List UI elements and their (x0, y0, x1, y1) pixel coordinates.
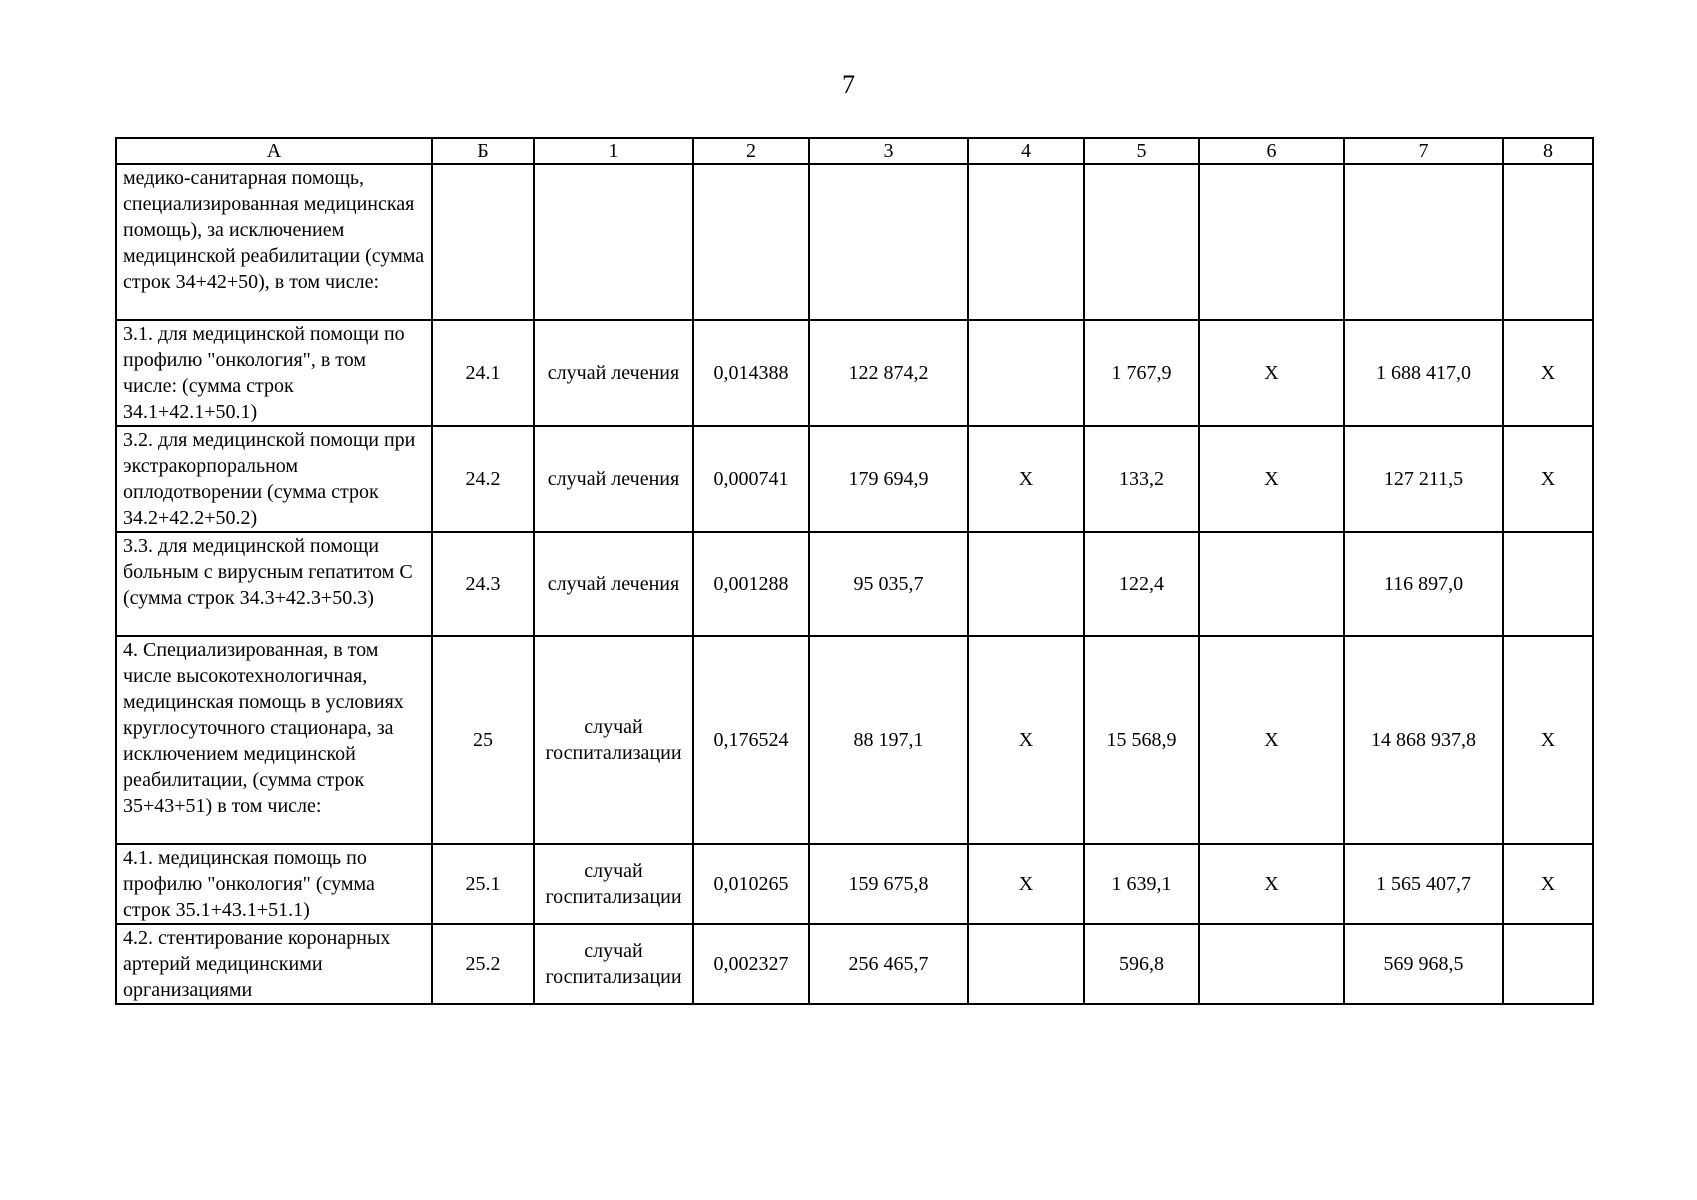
row-col6-cell: Х (1199, 844, 1344, 924)
row-col2-cell: 0,176524 (693, 636, 809, 844)
row-code-cell: 24.2 (432, 426, 534, 532)
row-code-cell: 24.1 (432, 320, 534, 426)
table-row (116, 924, 1593, 1004)
row-col2-cell: 0,010265 (693, 844, 809, 924)
column-header-8: 8 (1503, 138, 1593, 164)
row-col8-cell (1503, 532, 1593, 636)
row-unit-cell: случай госпитализации (534, 924, 693, 1004)
column-header-2: 2 (693, 138, 809, 164)
row-name-cell: 3.2. для медицинской помощи при экстракорпоральном оплодотворении (сумма строк 34.2+42.2+50.2) (116, 426, 432, 532)
column-header-4: 4 (968, 138, 1084, 164)
row-code-cell: 24.3 (432, 532, 534, 636)
row-col4-cell: Х (968, 844, 1084, 924)
row-code-cell (432, 164, 534, 320)
column-header-b: Б (432, 138, 534, 164)
row-col6-cell (1199, 924, 1344, 1004)
row-col2-cell: 0,002327 (693, 924, 809, 1004)
table-row (116, 532, 1593, 636)
row-code-cell: 25.2 (432, 924, 534, 1004)
row-col3-cell (809, 164, 968, 320)
row-col7-cell: 569 968,5 (1344, 924, 1503, 1004)
row-col2-cell: 0,014388 (693, 320, 809, 426)
row-name-cell: 3.3. для медицинской помощи больным с вирусным гепатитом С (сумма строк 34.3+42.3+50.3) (116, 532, 432, 636)
row-col8-cell: Х (1503, 844, 1593, 924)
row-col5-cell: 133,2 (1084, 426, 1199, 532)
row-col8-cell: Х (1503, 636, 1593, 844)
row-name-cell: 3.1. для медицинской помощи по профилю "онкология", в том числе: (сумма строк 34.1+42.1+50.1) (116, 320, 432, 426)
row-col5-cell: 122,4 (1084, 532, 1199, 636)
table-row (116, 426, 1593, 532)
table-row (116, 320, 1593, 426)
row-col5-cell: 15 568,9 (1084, 636, 1199, 844)
column-header-7: 7 (1344, 138, 1503, 164)
row-code-cell: 25.1 (432, 844, 534, 924)
row-col6-cell: Х (1199, 426, 1344, 532)
row-col7-cell: 1 565 407,7 (1344, 844, 1503, 924)
row-col7-cell: 14 868 937,8 (1344, 636, 1503, 844)
column-header-3: 3 (809, 138, 968, 164)
column-header-5: 5 (1084, 138, 1199, 164)
page-number: 7 (842, 70, 855, 99)
header-row (116, 138, 1593, 164)
row-col6-cell (1199, 164, 1344, 320)
row-col3-cell: 122 874,2 (809, 320, 968, 426)
row-col5-cell: 596,8 (1084, 924, 1199, 1004)
row-col5-cell: 1 639,1 (1084, 844, 1199, 924)
row-col4-cell (968, 320, 1084, 426)
row-col4-cell (968, 924, 1084, 1004)
row-col7-cell: 1 688 417,0 (1344, 320, 1503, 426)
row-unit-cell: случай лечения (534, 426, 693, 532)
data-table (115, 137, 1594, 1005)
row-col3-cell: 256 465,7 (809, 924, 968, 1004)
row-col4-cell: Х (968, 636, 1084, 844)
row-col4-cell (968, 532, 1084, 636)
row-col4-cell: Х (968, 426, 1084, 532)
row-col2-cell: 0,001288 (693, 532, 809, 636)
column-header-1: 1 (534, 138, 693, 164)
row-col8-cell: Х (1503, 426, 1593, 532)
table-row (116, 844, 1593, 924)
row-col5-cell: 1 767,9 (1084, 320, 1199, 426)
row-unit-cell: случай госпитализации (534, 636, 693, 844)
row-col8-cell (1503, 164, 1593, 320)
row-name-cell: 4.1. медицинская помощь по профилю "онкология" (сумма строк 35.1+43.1+51.1) (116, 844, 432, 924)
row-unit-cell: случай госпитализации (534, 844, 693, 924)
row-col5-cell (1084, 164, 1199, 320)
row-col8-cell: Х (1503, 320, 1593, 426)
row-name-cell: 4.2. стентирование коронарных артерий медицинскими организациями (116, 924, 432, 1004)
row-col3-cell: 88 197,1 (809, 636, 968, 844)
row-col6-cell (1199, 532, 1344, 636)
row-unit-cell (534, 164, 693, 320)
table-row (116, 164, 1593, 320)
row-name-cell: медико-санитарная помощь, специализированная медицинская помощь), за исключением медицинской реабилитации (сумма строк 34+42+50), в том числе: (116, 164, 432, 320)
column-header-6: 6 (1199, 138, 1344, 164)
column-header-a: А (116, 138, 432, 164)
row-col2-cell: 0,000741 (693, 426, 809, 532)
row-col6-cell: Х (1199, 320, 1344, 426)
row-col4-cell (968, 164, 1084, 320)
row-code-cell: 25 (432, 636, 534, 844)
table-row (116, 636, 1593, 844)
row-col3-cell: 95 035,7 (809, 532, 968, 636)
row-col3-cell: 159 675,8 (809, 844, 968, 924)
row-col6-cell: Х (1199, 636, 1344, 844)
row-name-cell: 4. Специализированная, в том числе высокотехнологичная, медицинская помощь в условиях круглосуточного стационара, за исключением медицинской реабилитации, (сумма строк 35+43+51) в том числе: (116, 636, 432, 844)
row-unit-cell: случай лечения (534, 532, 693, 636)
row-unit-cell: случай лечения (534, 320, 693, 426)
row-col7-cell (1344, 164, 1503, 320)
row-col7-cell: 116 897,0 (1344, 532, 1503, 636)
row-col8-cell (1503, 924, 1593, 1004)
row-col7-cell: 127 211,5 (1344, 426, 1503, 532)
row-col3-cell: 179 694,9 (809, 426, 968, 532)
row-col2-cell (693, 164, 809, 320)
